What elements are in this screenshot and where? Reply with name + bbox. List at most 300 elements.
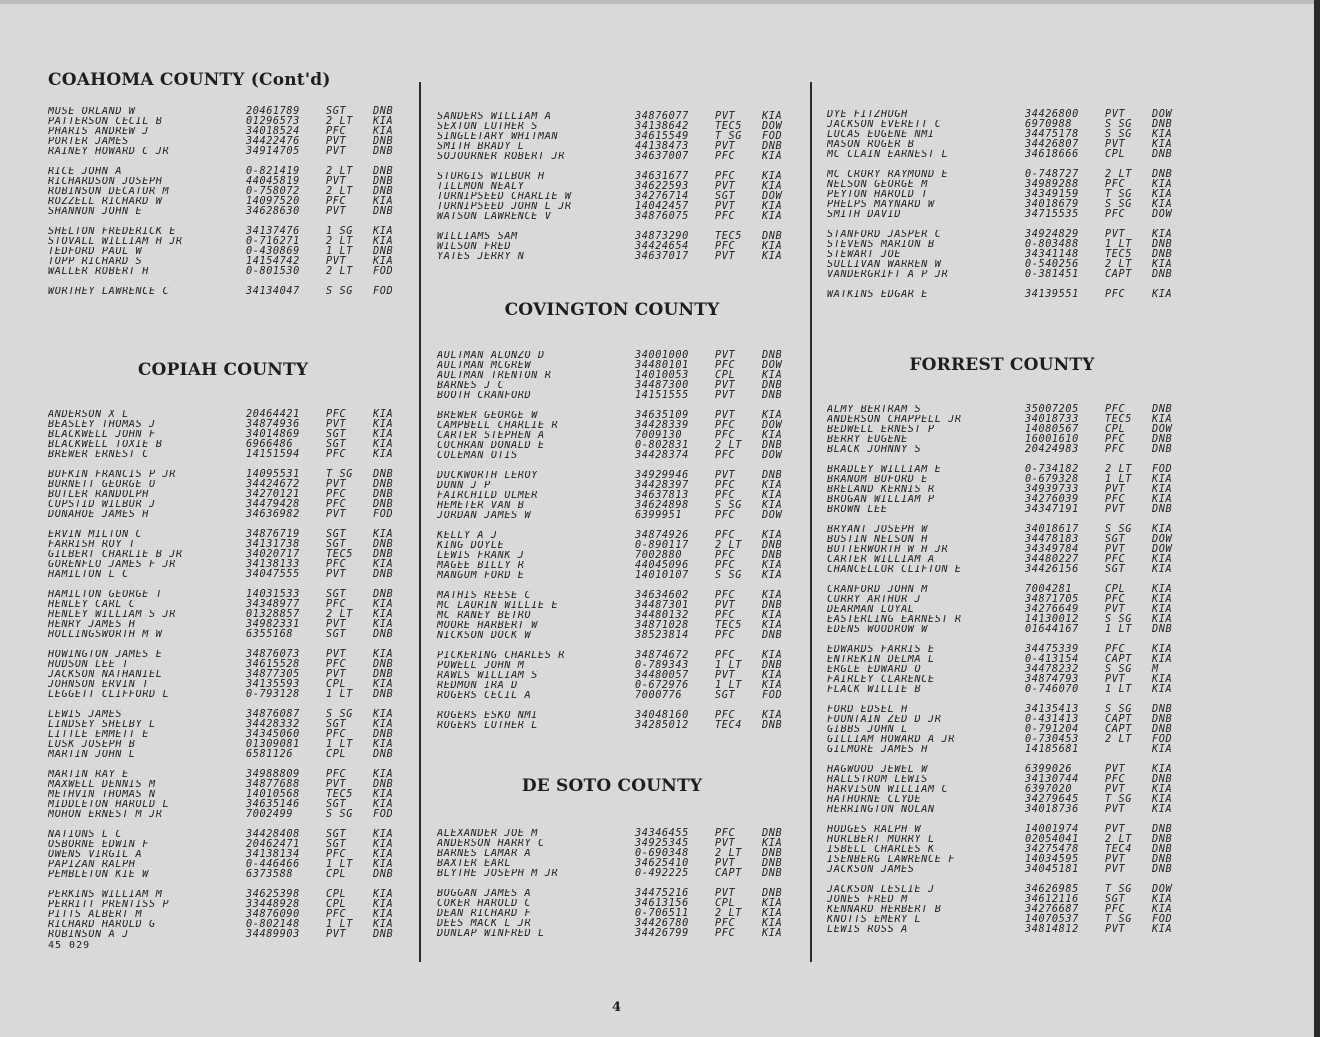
section-coahoma-list — [48, 107, 418, 297]
entry-serial-number: 34622593 — [635, 181, 689, 192]
entry-serial-number: 34138642 — [635, 121, 689, 132]
entry-rank: PVT — [1105, 674, 1126, 685]
roster-entry — [48, 840, 418, 850]
entry-name: BROGAN WILLIAM P — [827, 495, 935, 505]
entry-status: DOW — [762, 191, 783, 202]
entry-rank: S SG — [1105, 664, 1132, 675]
entry-status: DNB — [373, 489, 394, 500]
roster-entry — [827, 805, 1197, 815]
roster-group — [437, 711, 807, 731]
roster-entry — [827, 865, 1197, 875]
entry-status: KIA — [373, 679, 394, 690]
entry-rank: 2 LT — [715, 540, 742, 551]
entry-serial-number: 0-802148 — [246, 919, 300, 930]
entry-status: KIA — [1152, 804, 1173, 815]
roster-entry — [48, 750, 418, 760]
entry-name: STEWART JOE — [827, 250, 902, 260]
entry-status: DNB — [762, 660, 783, 671]
entry-name: PATTERSON CECIL B — [48, 117, 163, 127]
entry-name: MASON ROGER B — [827, 140, 915, 150]
entry-name: RICHARDSON JOSEPH — [48, 177, 163, 187]
entry-serial-number: 34924829 — [1025, 229, 1079, 240]
entry-serial-number: 34424672 — [246, 479, 300, 490]
entry-serial-number: 34045181 — [1025, 864, 1079, 875]
roster-entry — [437, 631, 807, 641]
roster-entry — [437, 711, 807, 721]
entry-serial-number: 14151555 — [635, 390, 689, 401]
entry-rank: CAPT — [1105, 714, 1132, 725]
entry-status: DNB — [762, 848, 783, 859]
roster-entry — [827, 895, 1197, 905]
roster-entry — [437, 212, 807, 222]
entry-serial-number: 34874672 — [635, 650, 689, 661]
roster-entry — [437, 182, 807, 192]
entry-rank: 2 LT — [715, 848, 742, 859]
entry-rank: PFC — [715, 360, 736, 371]
entry-name: MIDDLETON HAROLD L — [48, 800, 170, 810]
entry-status: DOW — [1152, 534, 1173, 545]
entry-name: BRANOM BUFORD E — [827, 475, 929, 485]
entry-name: GORENFLO JAMES F JR — [48, 560, 176, 570]
entry-status: KIA — [373, 236, 394, 247]
roster-entry — [437, 909, 807, 919]
entry-serial-number: 34428339 — [635, 420, 689, 431]
entry-serial-number: 34871705 — [1025, 594, 1079, 605]
entry-status: KIA — [762, 710, 783, 721]
page-top-edge — [0, 0, 1320, 4]
entry-serial-number: 35007205 — [1025, 404, 1079, 415]
entry-serial-number: 0-431413 — [1025, 714, 1079, 725]
entry-serial-number: 34137476 — [246, 226, 300, 237]
entry-serial-number: 34874936 — [246, 419, 300, 430]
entry-rank: 2 LT — [1105, 169, 1132, 180]
entry-name: WATSON LAWRENCE V — [437, 212, 552, 222]
entry-status: DNB — [762, 858, 783, 869]
entry-name: DEES MACK L JR — [437, 919, 532, 929]
entry-status: KIA — [373, 829, 394, 840]
entry-status: KIA — [373, 256, 394, 267]
entry-status: KIA — [762, 480, 783, 491]
entry-status: KIA — [1152, 794, 1173, 805]
entry-status: KIA — [762, 410, 783, 421]
entry-name: WILSON FRED — [437, 242, 512, 252]
entry-serial-number: 0-748727 — [1025, 169, 1079, 180]
entry-serial-number: 34426807 — [1025, 139, 1079, 150]
roster-entry — [437, 591, 807, 601]
entry-name: DEAN RICHARD F — [437, 909, 532, 919]
entry-name: FAIRCHILD ULMER — [437, 491, 539, 501]
roster-entry — [827, 270, 1197, 280]
roster-entry — [48, 207, 418, 217]
roster-entry — [48, 670, 418, 680]
entry-serial-number: 34876090 — [246, 909, 300, 920]
entry-name: DUNLAP WINFRED L — [437, 929, 545, 939]
entry-name: TEDFORD PAUL W — [48, 247, 143, 257]
entry-rank: CPL — [1105, 424, 1126, 435]
entry-name: COLEMAN OTIS — [437, 451, 518, 461]
entry-rank: 2 LT — [715, 908, 742, 919]
entry-rank: PFC — [1105, 494, 1126, 505]
entry-rank: SGT — [715, 690, 736, 701]
entry-rank: PFC — [326, 126, 347, 137]
roster-group — [48, 530, 418, 580]
entry-rank: S SG — [1105, 614, 1132, 625]
roster-entry — [827, 250, 1197, 260]
roster-entry — [48, 910, 418, 920]
entry-rank: PFC — [326, 499, 347, 510]
roster-entry — [827, 425, 1197, 435]
entry-name: AULTMAN MCGREW — [437, 361, 532, 371]
roster-entry — [437, 691, 807, 701]
entry-rank: T SG — [1105, 914, 1132, 925]
entry-name: MC RANEY BETRO — [437, 611, 532, 621]
entry-rank: PFC — [326, 449, 347, 460]
roster-entry — [827, 240, 1197, 250]
roster-entry — [827, 615, 1197, 625]
roster-entry — [827, 705, 1197, 715]
entry-serial-number: 6355168 — [246, 629, 294, 640]
entry-rank: PFC — [1105, 289, 1126, 300]
entry-name: HERRINGTON NOLAN — [827, 805, 935, 815]
entry-rank: SGT — [715, 191, 736, 202]
entry-rank: PFC — [1105, 404, 1126, 415]
entry-status: KIA — [1152, 189, 1173, 200]
entry-rank: TEC5 — [326, 549, 353, 560]
entry-rank: PFC — [715, 550, 736, 561]
entry-status: FOD — [1152, 914, 1173, 925]
column-middle — [437, 112, 807, 939]
entry-status: DNB — [373, 659, 394, 670]
entry-status: KIA — [762, 211, 783, 222]
entry-serial-number: 34628630 — [246, 206, 300, 217]
entry-serial-number: 0-890117 — [635, 540, 689, 551]
entry-status: KIA — [1152, 229, 1173, 240]
roster-entry — [437, 869, 807, 879]
entry-serial-number: 34135413 — [1025, 704, 1079, 715]
roster-entry — [48, 450, 418, 460]
roster-entry — [437, 919, 807, 929]
entry-rank: PFC — [1105, 444, 1126, 455]
entry-status: DOW — [762, 360, 783, 371]
entry-serial-number: 34637007 — [635, 151, 689, 162]
roster-group — [437, 471, 807, 521]
entry-rank: 2 LT — [326, 609, 353, 620]
entry-serial-number: 34134047 — [246, 286, 300, 297]
entry-status: DNB — [373, 166, 394, 177]
entry-serial-number: 34914705 — [246, 146, 300, 157]
entry-rank: CPL — [326, 889, 347, 900]
entry-status: DNB — [1152, 404, 1173, 415]
entry-serial-number: 34428332 — [246, 719, 300, 730]
entry-status: KIA — [1152, 129, 1173, 140]
entry-status: KIA — [373, 409, 394, 420]
entry-name: HENLEY WILLIAM S JR — [48, 610, 176, 620]
entry-name: BLACKWELL JOHN F — [48, 430, 156, 440]
entry-name: ISENBERG LAWRENCE F — [827, 855, 955, 865]
entry-status: KIA — [1152, 259, 1173, 270]
entry-serial-number: 34020717 — [246, 549, 300, 560]
roster-entry — [437, 899, 807, 909]
entry-serial-number: 34138133 — [246, 559, 300, 570]
entry-status: DNB — [1152, 119, 1173, 130]
entry-rank: PVT — [715, 111, 736, 122]
entry-serial-number: 6399951 — [635, 510, 683, 521]
entry-name: SANDERS WILLIAM A — [437, 112, 552, 122]
entry-rank: S SG — [1105, 199, 1132, 210]
roster-entry — [48, 480, 418, 490]
roster-entry — [827, 445, 1197, 455]
roster-entry — [827, 415, 1197, 425]
entry-serial-number: 34349784 — [1025, 544, 1079, 555]
entry-serial-number: 14042457 — [635, 201, 689, 212]
entry-rank: 2 LT — [326, 166, 353, 177]
entry-status: DNB — [373, 729, 394, 740]
section-sunflower-continued-list — [437, 112, 807, 262]
entry-rank: PFC — [715, 828, 736, 839]
entry-name: PORTER JAMES — [48, 137, 129, 147]
entry-rank: 1 LT — [1105, 624, 1132, 635]
entry-name: HARVISON WILLIAM C — [827, 785, 949, 795]
entry-name: RAINEY HOWARD C JR — [48, 147, 170, 157]
entry-rank: PVT — [326, 479, 347, 490]
entry-name: HATHORNE CLYDE — [827, 795, 922, 805]
roster-entry — [827, 675, 1197, 685]
entry-name: HAGWOOD JEWEL W — [827, 765, 929, 775]
roster-entry — [827, 655, 1197, 665]
roster-entry — [48, 790, 418, 800]
entry-rank: PVT — [1105, 784, 1126, 795]
roster-entry — [437, 611, 807, 621]
entry-name: ERGLE EDWARD O — [827, 665, 922, 675]
roster-entry — [437, 721, 807, 731]
entry-name: FOUNTAIN ZED D JR — [827, 715, 942, 725]
roster-entry — [437, 651, 807, 661]
entry-rank: PFC — [1105, 774, 1126, 785]
entry-status: KIA — [373, 649, 394, 660]
roster-group — [437, 591, 807, 641]
entry-name: NICKSON DOCK W — [437, 631, 532, 641]
entry-serial-number: 34018736 — [1025, 804, 1079, 815]
entry-name: WATKINS EDGAR E — [827, 290, 929, 300]
roster-entry — [48, 610, 418, 620]
entry-serial-number: 34876077 — [635, 111, 689, 122]
entry-status: DOW — [762, 510, 783, 521]
entry-serial-number: 34487300 — [635, 380, 689, 391]
entry-rank: CPL — [1105, 584, 1126, 595]
entry-serial-number: 14154742 — [246, 256, 300, 267]
entry-status: KIA — [762, 171, 783, 182]
entry-serial-number: 34487301 — [635, 600, 689, 611]
entry-status: KIA — [762, 430, 783, 441]
roster-entry — [827, 210, 1197, 220]
roster-entry — [48, 490, 418, 500]
roster-entry — [437, 471, 807, 481]
entry-serial-number: 34874926 — [635, 530, 689, 541]
roster-entry — [827, 170, 1197, 180]
entry-rank: PVT — [715, 141, 736, 152]
entry-name: PHELPS MAYNARD W — [827, 200, 935, 210]
roster-entry — [48, 127, 418, 137]
roster-group — [48, 830, 418, 880]
entry-rank: 2 LT — [326, 186, 353, 197]
entry-serial-number: 0-679328 — [1025, 474, 1079, 485]
entry-serial-number: 34637813 — [635, 490, 689, 501]
entry-serial-number: 34475178 — [1025, 129, 1079, 140]
entry-rank: S SG — [326, 286, 353, 297]
entry-name: LEGGETT CLIFFORD L — [48, 690, 170, 700]
entry-rank: PVT — [715, 888, 736, 899]
entry-name: SHELTON FREDERICK E — [48, 227, 176, 237]
entry-status: KIA — [1152, 894, 1173, 905]
roster-entry — [827, 505, 1197, 515]
entry-rank: T SG — [326, 469, 353, 480]
entry-status: KIA — [373, 529, 394, 540]
roster-entry — [827, 855, 1197, 865]
entry-rank: PVT — [326, 419, 347, 430]
entry-serial-number: 34637017 — [635, 251, 689, 262]
entry-rank: CAPT — [1105, 724, 1132, 735]
entry-name: KING DOYLE — [437, 541, 505, 551]
entry-name: BUSTIN NELSON H — [827, 535, 929, 545]
roster-entry — [827, 495, 1197, 505]
entry-rank: PVT — [326, 669, 347, 680]
entry-serial-number: 34814812 — [1025, 924, 1079, 935]
entry-name: ROBINSON DECATUR M — [48, 187, 170, 197]
entry-rank: PVT — [1105, 484, 1126, 495]
section-covington-list — [437, 351, 807, 731]
entry-rank: TEC4 — [1105, 844, 1132, 855]
entry-status: KIA — [762, 201, 783, 212]
column-left — [48, 70, 418, 940]
entry-name: JACKSON LESLIE J — [827, 885, 935, 895]
entry-status: KIA — [762, 530, 783, 541]
entry-name: ERVIN MILTON C — [48, 530, 143, 540]
entry-rank: PFC — [1105, 644, 1126, 655]
entry-name: EDENS WOODROW W — [827, 625, 929, 635]
entry-rank: PVT — [1105, 109, 1126, 120]
entry-serial-number: 34131738 — [246, 539, 300, 550]
roster-entry — [437, 371, 807, 381]
entry-name: BREWER GEORGE W — [437, 411, 539, 421]
entry-name: BLACK JOHNNY S — [827, 445, 922, 455]
entry-status: KIA — [373, 719, 394, 730]
roster-entry — [437, 232, 807, 242]
entry-rank: CPL — [326, 679, 347, 690]
roster-entry — [437, 411, 807, 421]
entry-name: SHANNON JOHN E — [48, 207, 143, 217]
entry-serial-number: 01328857 — [246, 609, 300, 620]
entry-name: WORTHEY LAWRENCE C — [48, 287, 170, 297]
entry-rank: 2 LT — [1105, 464, 1132, 475]
entry-rank: SGT — [326, 629, 347, 640]
entry-status: KIA — [762, 370, 783, 381]
roster-entry — [48, 227, 418, 237]
roster-entry — [437, 361, 807, 371]
roster-entry — [48, 600, 418, 610]
entry-serial-number: 0-540256 — [1025, 259, 1079, 270]
entry-name: AULTMAN ALONZO D — [437, 351, 545, 361]
entry-status: DNB — [1152, 834, 1173, 845]
entry-serial-number: 34428408 — [246, 829, 300, 840]
entry-status: DNB — [373, 206, 394, 217]
entry-status: DOW — [762, 121, 783, 132]
roster-group — [48, 410, 418, 460]
entry-rank: TEC5 — [715, 620, 742, 631]
entry-name: ISBELL CHARLES K — [827, 845, 935, 855]
entry-rank: PVT — [326, 206, 347, 217]
roster-group — [827, 465, 1197, 515]
entry-name: FARRISH ROY T — [48, 540, 136, 550]
entry-rank: TEC5 — [715, 231, 742, 242]
entry-rank: CAPT — [1105, 654, 1132, 665]
entry-rank: 2 LT — [1105, 834, 1132, 845]
entry-rank: PVT — [326, 146, 347, 157]
entry-name: BRYANT JOSEPH W — [827, 525, 929, 535]
column-divider-left — [419, 82, 421, 962]
section-title-copiah: COPIAH COUNTY — [137, 360, 309, 380]
entry-name: LITTLE EMMETT E — [48, 730, 150, 740]
entry-name: DUCKWORTH LEROY — [437, 471, 539, 481]
entry-rank: 2 LT — [1105, 734, 1132, 745]
entry-name: ANDERSON CHAPPELL JR — [827, 415, 962, 425]
entry-status: DNB — [1152, 434, 1173, 445]
roster-entry — [48, 177, 418, 187]
entry-serial-number: 0-716271 — [246, 236, 300, 247]
entry-status: DNB — [373, 469, 394, 480]
entry-status: KIA — [373, 849, 394, 860]
entry-serial-number: 34018617 — [1025, 524, 1079, 535]
entry-serial-number: 34480132 — [635, 610, 689, 621]
entry-rank: T SG — [1105, 189, 1132, 200]
entry-status: DNB — [762, 550, 783, 561]
entry-rank: PFC — [326, 729, 347, 740]
entry-name: MAGEE BILLY R — [437, 561, 525, 571]
entry-name: PERKINS WILLIAM M — [48, 890, 163, 900]
entry-name: LINDSEY SHELBY L — [48, 720, 156, 730]
entry-name: BARNES LAMAR A — [437, 849, 532, 859]
entry-status: KIA — [373, 909, 394, 920]
entry-serial-number: 14010053 — [635, 370, 689, 381]
entry-rank: S SG — [326, 709, 353, 720]
entry-name: MATHIS REESE C — [437, 591, 532, 601]
entry-status: KIA — [762, 570, 783, 581]
entry-status: DNB — [1152, 624, 1173, 635]
entry-status: DNB — [373, 589, 394, 600]
entry-status: KIA — [762, 111, 783, 122]
roster-entry — [827, 685, 1197, 695]
entry-serial-number: 34276039 — [1025, 494, 1079, 505]
entry-status: KIA — [762, 251, 783, 262]
entry-name: BUTTERWORTH W H JR — [827, 545, 949, 555]
entry-rank: PVT — [326, 136, 347, 147]
entry-serial-number: 34426799 — [635, 928, 689, 939]
entry-serial-number: 0-690348 — [635, 848, 689, 859]
entry-serial-number: 14151594 — [246, 449, 300, 460]
entry-serial-number: 0-801530 — [246, 266, 300, 277]
entry-serial-number: 01309081 — [246, 739, 300, 750]
entry-serial-number: 6397020 — [1025, 784, 1073, 795]
roster-entry — [48, 690, 418, 700]
roster-entry — [827, 405, 1197, 415]
entry-serial-number: 34018679 — [1025, 199, 1079, 210]
roster-group — [827, 705, 1197, 755]
entry-serial-number: 34001000 — [635, 350, 689, 361]
entry-name: BUFKIN FRANCIS P JR — [48, 470, 176, 480]
entry-status: FOD — [762, 690, 783, 701]
roster-entry — [437, 681, 807, 691]
roster-entry — [48, 630, 418, 640]
roster-entry — [437, 621, 807, 631]
